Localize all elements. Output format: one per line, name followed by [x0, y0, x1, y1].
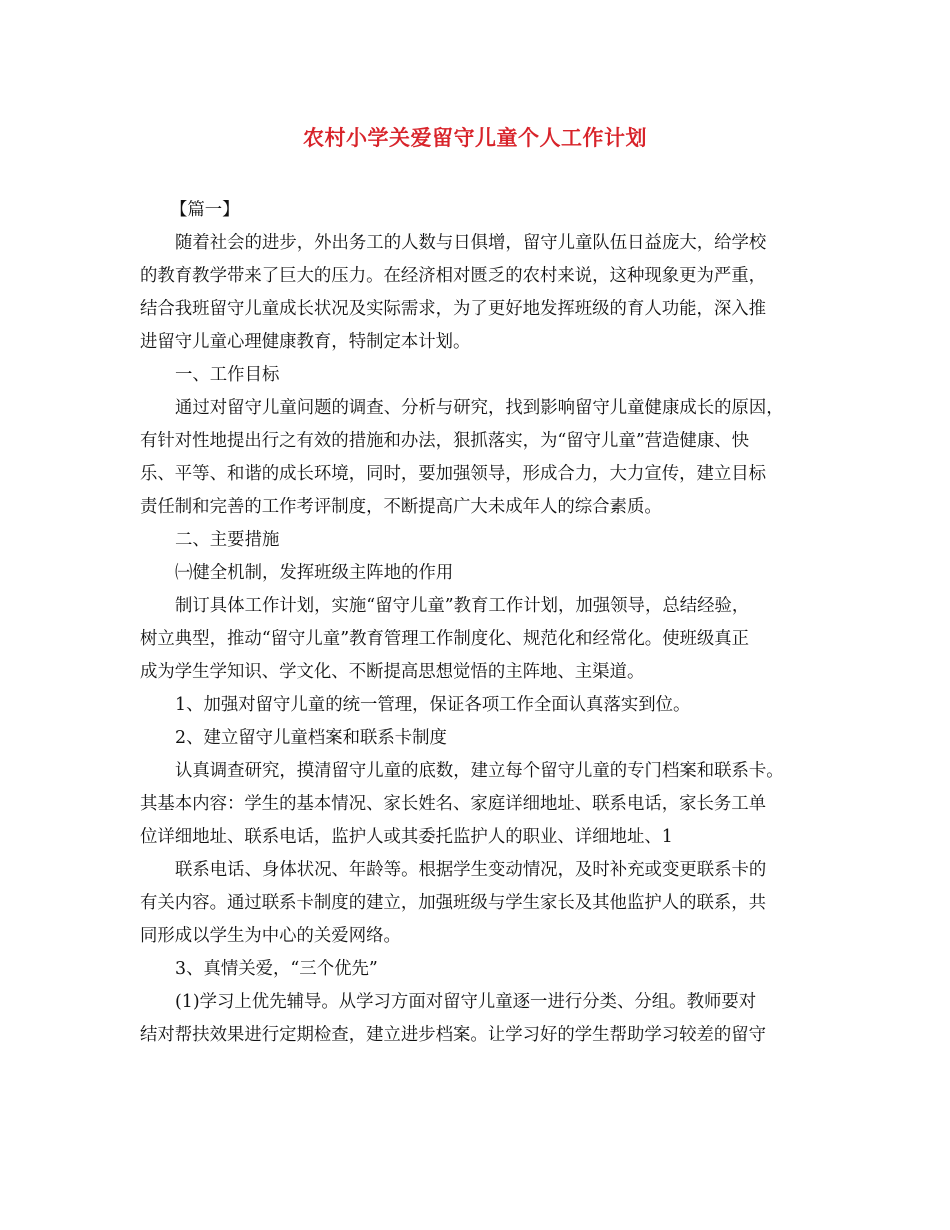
document-body	[140, 194, 816, 1052]
paragraph-line: 随着社会的进步，外出务工的人数与日俱增，留守儿童队伍日益庞大，给学校	[175, 233, 767, 253]
paragraph-line: 成为学生学知识、学文化、不断提高思想觉悟的主阵地、主渠道。	[140, 662, 645, 682]
paragraph-line: 有关内容。通过联系卡制度的建立，加强班级与学生家长及其他监护人的联系，共	[140, 893, 767, 913]
paragraph-line: 结对帮扶效果进行定期检查，建立进步档案。让学习好的学生帮助学习较差的留守	[140, 1025, 767, 1045]
paragraph-line: 有针对性地提出行之有效的措施和办法，狠抓落实，为“留守儿童”营造健康、快	[140, 431, 750, 451]
paragraph-line: 通过对留守儿童问题的调查、分析与研究，找到影响留守儿童健康成长的原因，	[175, 398, 784, 418]
sub-item-1: (1)学习上优先辅导。从学习方面对留守儿童逐一进行分类、分组。教师要对	[175, 992, 757, 1012]
paragraph-line: 树立典型，推动“留守儿童”教育管理工作制度化、规范化和经常化。使班级真正	[140, 629, 750, 649]
paragraph-line: 制订具体工作计划，实施“留守儿童”教育工作计划，加强领导，总结经验，	[175, 596, 750, 616]
paragraph-line: 进留守儿童心理健康教育，特制定本计划。	[140, 332, 471, 352]
section-header-pian-yi: 【篇一】	[170, 200, 240, 220]
heading-main-measures: 二、主要措施	[175, 530, 280, 550]
list-item-2: 2、建立留守儿童档案和联系卡制度	[175, 728, 447, 748]
subheading-mechanism: ㈠健全机制，发挥班级主阵地的作用	[175, 563, 454, 583]
list-item-3: 3、真情关爱，“三个优先”	[175, 959, 378, 979]
paragraph-line: 乐、平等、和谐的成长环境，同时，要加强领导，形成合力，大力宣传，建立目标	[140, 464, 767, 484]
list-item-1: 1、加强对留守儿童的统一管理，保证各项工作全面认真落实到位。	[175, 695, 691, 715]
paragraph-line: 联系电话、身体状况、年龄等。根据学生变动情况，及时补充或变更联系卡的	[175, 860, 767, 880]
paragraph-line: 位详细地址、联系电话，监护人或其委托监护人的职业、详细地址、1	[140, 827, 673, 847]
paragraph-line: 责任制和完善的工作考评制度，不断提高广大未成年人的综合素质。	[140, 497, 662, 517]
paragraph-line: 其基本内容：学生的基本情况、家长姓名、家庭详细地址、联系电话，家长务工单	[140, 794, 767, 814]
paragraph-line: 结合我班留守儿童成长状况及实际需求，为了更好地发挥班级的育人功能，深入推	[140, 299, 767, 319]
paragraph-line: 认真调查研究，摸清留守儿童的底数，建立每个留守儿童的专门档案和联系卡。	[175, 761, 784, 781]
document-title: 农村小学关爱留守儿童个人工作计划	[303, 125, 647, 150]
heading-work-goals: 一、工作目标	[175, 365, 280, 385]
paragraph-line: 同形成以学生为中心的关爱网络。	[140, 926, 401, 946]
paragraph-line: 的教育教学带来了巨大的压力。在经济相对匮乏的农村来说，这种现象更为严重，	[140, 266, 767, 286]
